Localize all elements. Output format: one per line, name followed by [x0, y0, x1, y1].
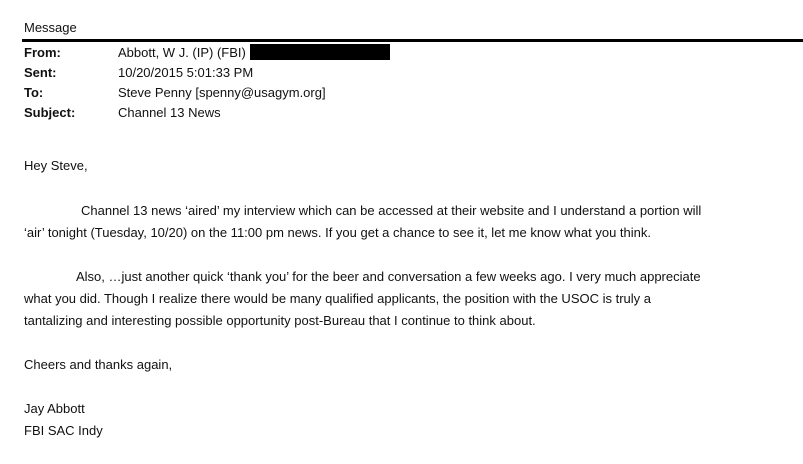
signature-title: FBI SAC Indy [24, 423, 103, 438]
paragraph-2-line-3: tantalizing and interesting possible opportunity post-Bureau that I continue to think about. [24, 313, 536, 328]
signature-name: Jay Abbott [24, 401, 85, 416]
from-value-wrap [118, 44, 390, 62]
header-divider [22, 39, 803, 42]
to-value: Steve Penny [spenny@usagym.org] [118, 85, 326, 100]
message-title: Message [24, 20, 77, 35]
greeting: Hey Steve, [24, 158, 88, 173]
redaction-box [250, 44, 390, 60]
paragraph-1-line-2: ‘air’ tonight (Tuesday, 10/20) on the 11:00 pm news. If you get a chance to see it, let me know what you think. [24, 225, 651, 240]
sent-value: 10/20/2015 5:01:33 PM [118, 65, 254, 80]
paragraph-2-line-2: what you did. Though I realize there would be many qualified applicants, the position with the USOC is truly a [24, 291, 651, 306]
sent-label: Sent: [24, 65, 57, 80]
subject-value: Channel 13 News [118, 105, 221, 120]
header-subject-row [24, 104, 794, 122]
header-to-row [24, 84, 794, 102]
to-label: To: [24, 85, 44, 100]
subject-label: Subject: [24, 105, 76, 120]
paragraph-2-line-1: Also, …just another quick ‘thank you’ for the beer and conversation a few weeks ago. I very much appreciate [76, 269, 701, 284]
from-label: From: [24, 45, 61, 60]
closing: Cheers and thanks again, [24, 357, 173, 372]
header-sent-row [24, 64, 794, 82]
from-value: Abbott, W J. (IP) (FBI) [118, 45, 246, 60]
header-from-row [24, 44, 794, 62]
paragraph-1-line-1: Channel 13 news ‘aired’ my interview which can be accessed at their website and I understand a portion will [81, 203, 702, 218]
